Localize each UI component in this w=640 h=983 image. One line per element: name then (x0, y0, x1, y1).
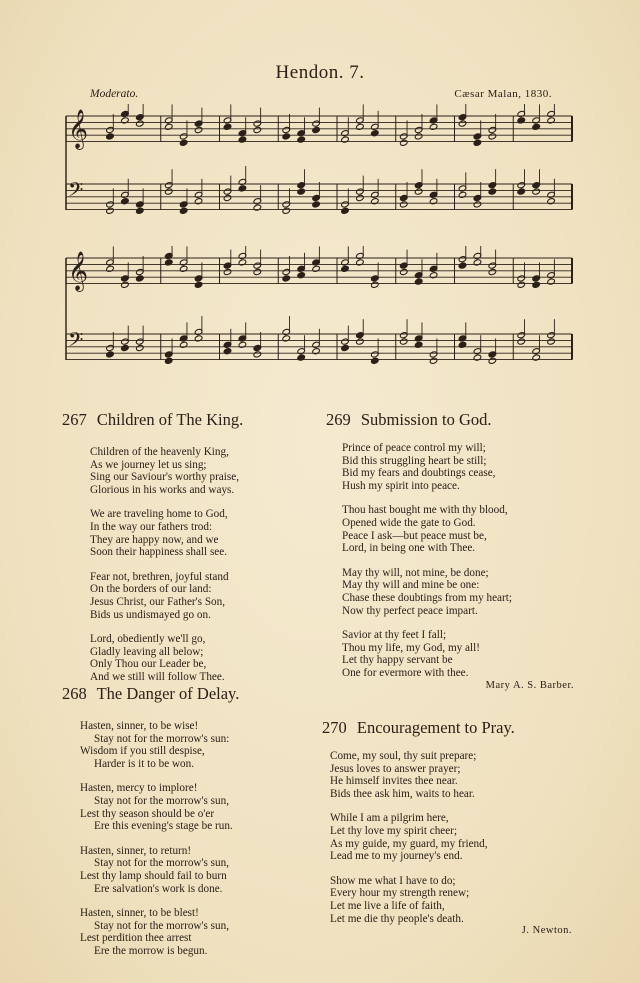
verse-line: Every hour my strength renew; (330, 887, 470, 900)
tune-title: Hendon. 7. (275, 62, 365, 83)
stanza (330, 875, 572, 925)
hymn-267 (62, 410, 302, 684)
verse-line: Lord, obediently we'll go, (90, 633, 206, 646)
verse-line: Bid this struggling heart be still; (342, 454, 487, 467)
verse-line: Hasten, mercy to implore! (80, 782, 198, 795)
verse-line: May thy will and mine be one: (342, 579, 480, 592)
tempo-marking: Moderato. (90, 88, 139, 100)
verse-line: Glorious in his works and ways. (90, 483, 235, 496)
stanza (90, 571, 302, 621)
verse-line: Lest thy lamp should fail to burn (80, 869, 227, 882)
hymn-heading (326, 410, 574, 430)
stanza (90, 446, 302, 496)
stanza (80, 720, 302, 770)
verse-line: Hush my spirit into peace. (342, 479, 460, 492)
verse-line: Show me what I have to do; (330, 874, 456, 887)
stanza (342, 629, 574, 679)
verse-line: Gladly leaving all below; (90, 645, 204, 658)
verse-line: Stay not for the morrow's sun: (94, 732, 230, 745)
verse-line: Let me live a life of faith, (330, 899, 445, 912)
verse-line: Bids thee ask him, waits to hear. (330, 787, 475, 800)
verse-line: Harder is it to be won. (94, 757, 195, 770)
hymn-270 (322, 718, 572, 936)
stanza (90, 633, 302, 683)
verse-line: Lord, in being one with Thee. (342, 542, 476, 555)
verse-line: Lead me to my journey's end. (330, 850, 463, 863)
verse-line: Stay not for the morrow's sun, (94, 794, 230, 807)
music-staff-system-2 (62, 246, 582, 380)
hymn-269 (326, 410, 574, 691)
verse-line: Stay not for the morrow's sun, (94, 857, 230, 870)
music-staff-system-1 (62, 104, 582, 230)
stanza (80, 782, 302, 832)
bass-staff (66, 166, 572, 214)
treble-clef-icon: 𝄞 (68, 109, 89, 149)
verse-line: Lest thy season should be o'er (80, 807, 215, 820)
hymn-author: Mary A. S. Barber. (485, 679, 574, 691)
verse-line: One for evermore with thee. (342, 666, 469, 679)
verse-line: Hasten, sinner, to be wise! (80, 720, 199, 732)
music-system-2 (62, 246, 582, 380)
treble-staff (66, 246, 572, 292)
verse-line: In the way our fathers trod: (90, 520, 213, 533)
stanza (342, 567, 574, 617)
verse-line: Peace I ask—but peace must be, (342, 529, 487, 542)
treble-staff (66, 104, 572, 150)
verse-line: Opened wide the gate to God. (342, 516, 476, 529)
verse-line: On the borders of our land: (90, 583, 212, 596)
verse-line: Lest perdition thee arrest (80, 932, 192, 945)
verse-line: Savior at thy feet I fall; (342, 629, 447, 642)
verse-line: Soon their happiness shall see. (90, 546, 228, 559)
bass-clef-icon: 𝄢 (68, 328, 84, 356)
hymn-number: 269 (326, 410, 351, 429)
treble-clef-icon: 𝄞 (68, 251, 89, 291)
verse-line: Ere the morrow is begun. (94, 944, 208, 957)
stanza (330, 812, 572, 862)
verse-line: Let thy love my spirit cheer; (330, 824, 458, 837)
hymn-heading (322, 718, 572, 738)
verse-line: Prince of peace control my will; (342, 442, 486, 454)
hymn-title: Submission to God. (360, 410, 492, 429)
hymn-number: 270 (322, 718, 347, 737)
verse-line: And we still will follow Thee. (90, 670, 225, 683)
verse-line: They are happy now, and we (90, 533, 219, 546)
music-system-1 (62, 104, 582, 230)
stanza (342, 442, 574, 492)
hymn-heading (62, 684, 302, 704)
verse-line: We are traveling home to God, (90, 508, 228, 521)
verse-line: Thou my life, my God, my all! (342, 641, 480, 654)
verse-line: Jesus Christ, our Father's Son, (90, 595, 226, 608)
verse-line: As we journey let us sing; (90, 458, 207, 471)
verse-line: Only Thou our Leader be, (90, 658, 207, 671)
verse-line: Thou hast bought me with thy blood, (342, 504, 508, 517)
verse-line: Come, my soul, thy suit prepare; (330, 750, 477, 762)
hymn-268 (62, 684, 302, 958)
verse-line: Sing our Saviour's worthy praise, (90, 471, 239, 484)
hymn-title: Children of The King. (96, 410, 244, 429)
stanza (90, 508, 302, 558)
verse-line: Let me die thy people's death. (330, 912, 464, 925)
verse-line: Stay not for the morrow's sun, (94, 919, 230, 932)
verse-line: As my guide, my guard, my friend, (330, 837, 488, 850)
stanza (342, 504, 574, 554)
verse-line: May thy will, not mine, be done; (342, 566, 489, 579)
hymn-number: 268 (62, 684, 87, 703)
verse-line: Hasten, sinner, to be blest! (80, 907, 199, 920)
hymn-author: J. Newton. (521, 925, 572, 937)
hymn-number: 267 (62, 410, 87, 429)
stanza (80, 845, 302, 895)
hymn-heading (62, 410, 302, 430)
stanza (80, 907, 302, 957)
verse-line: While I am a pilgrim here, (330, 812, 449, 825)
verse-line: Jesus loves to answer prayer; (330, 762, 461, 775)
verse-line: Hasten, sinner, to return! (80, 844, 192, 857)
hymn-title: The Danger of Delay. (96, 684, 240, 703)
bass-staff (66, 316, 572, 364)
hymn-title: Encouragement to Pray. (356, 718, 515, 737)
verse-line: Fear not, brethren, joyful stand (90, 570, 229, 583)
verse-line: He himself invites thee near. (330, 775, 458, 788)
verse-line: Chase these doubtings from my heart; (342, 591, 512, 604)
verse-line: Ere this evening's stage be run. (94, 820, 233, 833)
verse-line: Wisdom if you still despise, (80, 745, 205, 758)
verse-line: Bids us undismayed go on. (90, 608, 211, 621)
verse-line: Now thy perfect peace impart. (342, 604, 478, 617)
verse-line: Children of the heavenly King, (90, 446, 229, 458)
composer-credit: Cæsar Malan, 1830. (454, 88, 552, 100)
stanza (330, 750, 572, 800)
verse-line: Bid my fears and doubtings cease, (342, 467, 496, 480)
bass-clef-icon: 𝄢 (68, 178, 84, 206)
verse-line: Ere salvation's work is done. (94, 882, 223, 895)
verse-line: Let thy happy servant be (342, 654, 453, 667)
